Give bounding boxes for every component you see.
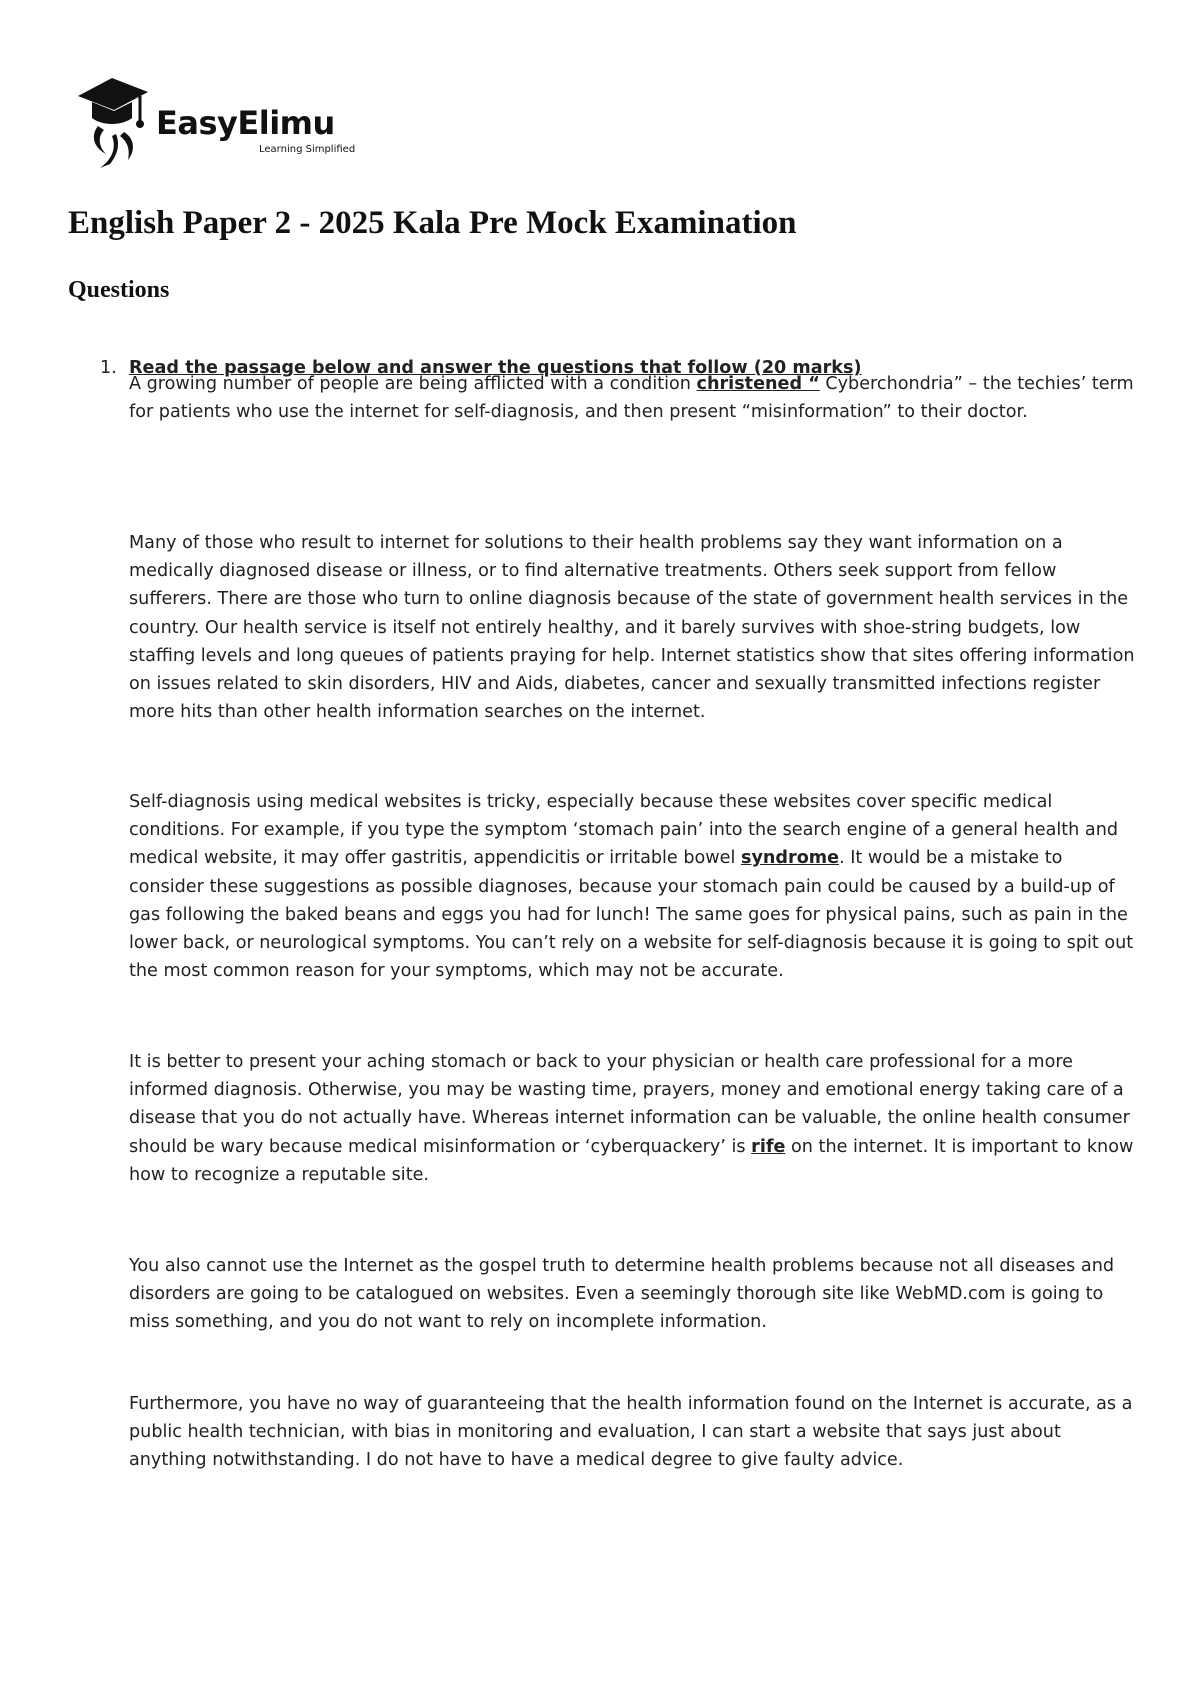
logo-tagline: Learning Simplified: [259, 144, 356, 155]
passage-paragraph-6: Furthermore, you have no way of guaranteeing that the health information found on the Internet is accurate, as a public health technician, with bias in monitoring and evaluation, I can start a website that says just about anything notwithstanding. I do not have to have a medical degree to give faulty advice.: [129, 1394, 1133, 1471]
logo-name: EasyElimu: [156, 104, 335, 142]
easyelimu-logo: [76, 74, 406, 170]
question-number: 1.: [100, 358, 117, 378]
graduation-cap-icon: [76, 74, 156, 170]
document-title: English Paper 2 - 2025 Kala Pre Mock Examination: [68, 205, 797, 241]
vocabulary-word: rife: [751, 1136, 786, 1157]
section-heading: Questions: [68, 277, 170, 303]
question-instruction: Read the passage below and answer the questions that follow (20 marks): [129, 358, 862, 378]
passage-paragraph-1: A growing number of people are being afflicted with a condition christened “ Cyberchondria” – the techies’ term for patients who use the internet for self-diagnosis, and then present “misinformation” to their doctor.: [129, 374, 1134, 423]
passage-paragraph-2: Many of those who result to internet for solutions to their health problems say they want information on a medically diagnosed disease or illness, or to find alternative treatments. Others seek support from fellow sufferers. There are those who turn to online diagnosis because of the state of government health services in the country. Our health service is itself not entirely healthy, and it barely survives with shoe-string budgets, low staffing levels and long queues of patients praying for help. Internet statistics show that sites offering information on issues related to skin disorders, HIV and Aids, diabetes, cancer and sexually transmitted infections register more hits than other health information searches on the internet.: [129, 533, 1135, 723]
passage-paragraph-3: Self-diagnosis using medical websites is tricky, especially because these websites cover specific medical conditions. For example, if you type the symptom ‘stomach pain’ into the search engine of a general health and medical website, it may offer gastritis, appendicitis or irritable bowel syndrome. It would be a mistake to consider these suggestions as possible diagnoses, because your stomach pain could be caused by a build-up of gas following the baked beans and eggs you had for lunch! The same goes for physical pains, such as pain in the lower back, or neurological symptoms. You can’t rely on a website for self-diagnosis because it is going to spit out the most common reason for your symptoms, which may not be accurate.: [129, 792, 1134, 982]
passage-paragraph-4: It is better to present your aching stomach or back to your physician or health care professional for a more informed diagnosis. Otherwise, you may be wasting time, prayers, money and emotional energy taking care of a disease that you do not actually have. Whereas internet information can be valuable, the online health consumer should be wary because medical misinformation or ‘cyberquackery’ is rife on the internet. It is important to know how to recognize a reputable site.: [129, 1052, 1134, 1185]
vocabulary-word: syndrome: [740, 848, 840, 869]
passage-paragraph-5: You also cannot use the Internet as the gospel truth to determine health problems because not all diseases and disorders are going to be catalogued on websites. Even a seemingly thorough site like WebMD.com is going to miss something, and you do not want to rely on incomplete information.: [129, 1256, 1115, 1333]
vocabulary-word: christened “: [696, 374, 820, 394]
